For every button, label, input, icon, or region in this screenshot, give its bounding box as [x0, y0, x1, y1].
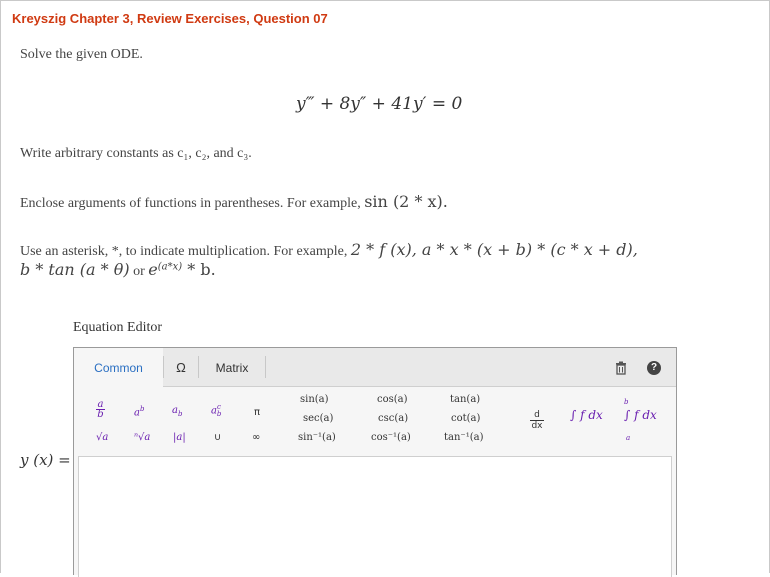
fn-csc[interactable]: csc(a): [378, 413, 409, 424]
enclose-example: sin (2 * x).: [364, 192, 448, 211]
infinity-button[interactable]: ∞: [252, 432, 261, 443]
union-button[interactable]: ∪: [214, 432, 222, 443]
equation-editor-label: Equation Editor: [73, 320, 163, 335]
asterisk-text-2: [20, 260, 216, 280]
fn-cos[interactable]: cos(a): [377, 394, 408, 405]
asterisk-example-1: 2 * f (x), a * x * (x + b) * (c * x + d),: [350, 240, 638, 259]
help-icon[interactable]: ?: [647, 361, 661, 375]
fraction-denominator: b: [97, 409, 104, 420]
answer-input[interactable]: [78, 456, 672, 577]
enclose-text: [20, 192, 448, 212]
asterisk-example-3: e: [148, 260, 158, 279]
derivative-d: d: [534, 410, 540, 420]
ode-equation: y‴ + 8y″ + 41y′ = 0: [296, 94, 463, 114]
fn-arccos[interactable]: cos⁻¹(a): [371, 432, 411, 443]
enclose-pre: Enclose arguments of functions in parentheses. For example,: [20, 196, 365, 211]
fn-arcsin[interactable]: sin⁻¹(a): [298, 432, 336, 443]
integral-button[interactable]: ∫ f dx: [570, 408, 603, 422]
asterisk-tail: * b.: [182, 260, 216, 279]
nthroot-button[interactable]: ⁿ√a: [134, 432, 151, 443]
fn-arctan[interactable]: tan⁻¹(a): [444, 432, 484, 443]
fn-sin[interactable]: sin(a): [300, 394, 329, 405]
power-button[interactable]: $a^b$: [134, 405, 145, 419]
trash-icon[interactable]: [614, 361, 628, 375]
constants-text: Write arbitrary constants as c₁, c₂, and c₃.: [20, 146, 252, 161]
derivative-dx: dx: [531, 421, 543, 431]
tab-matrix[interactable]: Matrix: [215, 361, 249, 375]
derivative-button[interactable]: [530, 410, 544, 431]
definite-integral-upper: b: [624, 398, 629, 406]
answer-label: y (x) =: [20, 451, 71, 469]
editor-tab-bar: [74, 348, 676, 387]
fraction-numerator: a: [97, 399, 104, 410]
fn-tan[interactable]: tan(a): [450, 394, 481, 405]
asterisk-example-2: b * tan (a * θ): [20, 260, 130, 279]
tab-separator: [265, 356, 266, 378]
instruction-text: Solve the given ODE.: [20, 47, 143, 62]
pi-button[interactable]: π: [254, 407, 261, 418]
definite-integral-button[interactable]: ∫ f dx: [624, 408, 657, 422]
fn-cot[interactable]: cot(a): [451, 413, 481, 424]
fraction-button[interactable]: [96, 400, 105, 419]
asterisk-text: [20, 240, 638, 260]
tab-common[interactable]: Common: [74, 348, 163, 387]
fn-sec[interactable]: sec(a): [303, 413, 334, 424]
asterisk-or: or: [129, 264, 149, 279]
sub-sup-button[interactable]: $a^c_b$: [211, 403, 222, 419]
equation-editor: [73, 347, 677, 575]
question-title: Kreyszig Chapter 3, Review Exercises, Question 07: [12, 11, 328, 26]
definite-integral-lower: a: [626, 434, 631, 442]
tab-omega[interactable]: Ω: [176, 360, 186, 375]
asterisk-pre: Use an asterisk, *, to indicate multiplication. For example,: [20, 244, 351, 259]
subscript-button[interactable]: $a_b$: [172, 405, 183, 418]
asterisk-exponent: (a*x): [157, 261, 183, 273]
abs-button[interactable]: |a|: [173, 432, 186, 443]
sqrt-button[interactable]: √a: [96, 432, 109, 443]
